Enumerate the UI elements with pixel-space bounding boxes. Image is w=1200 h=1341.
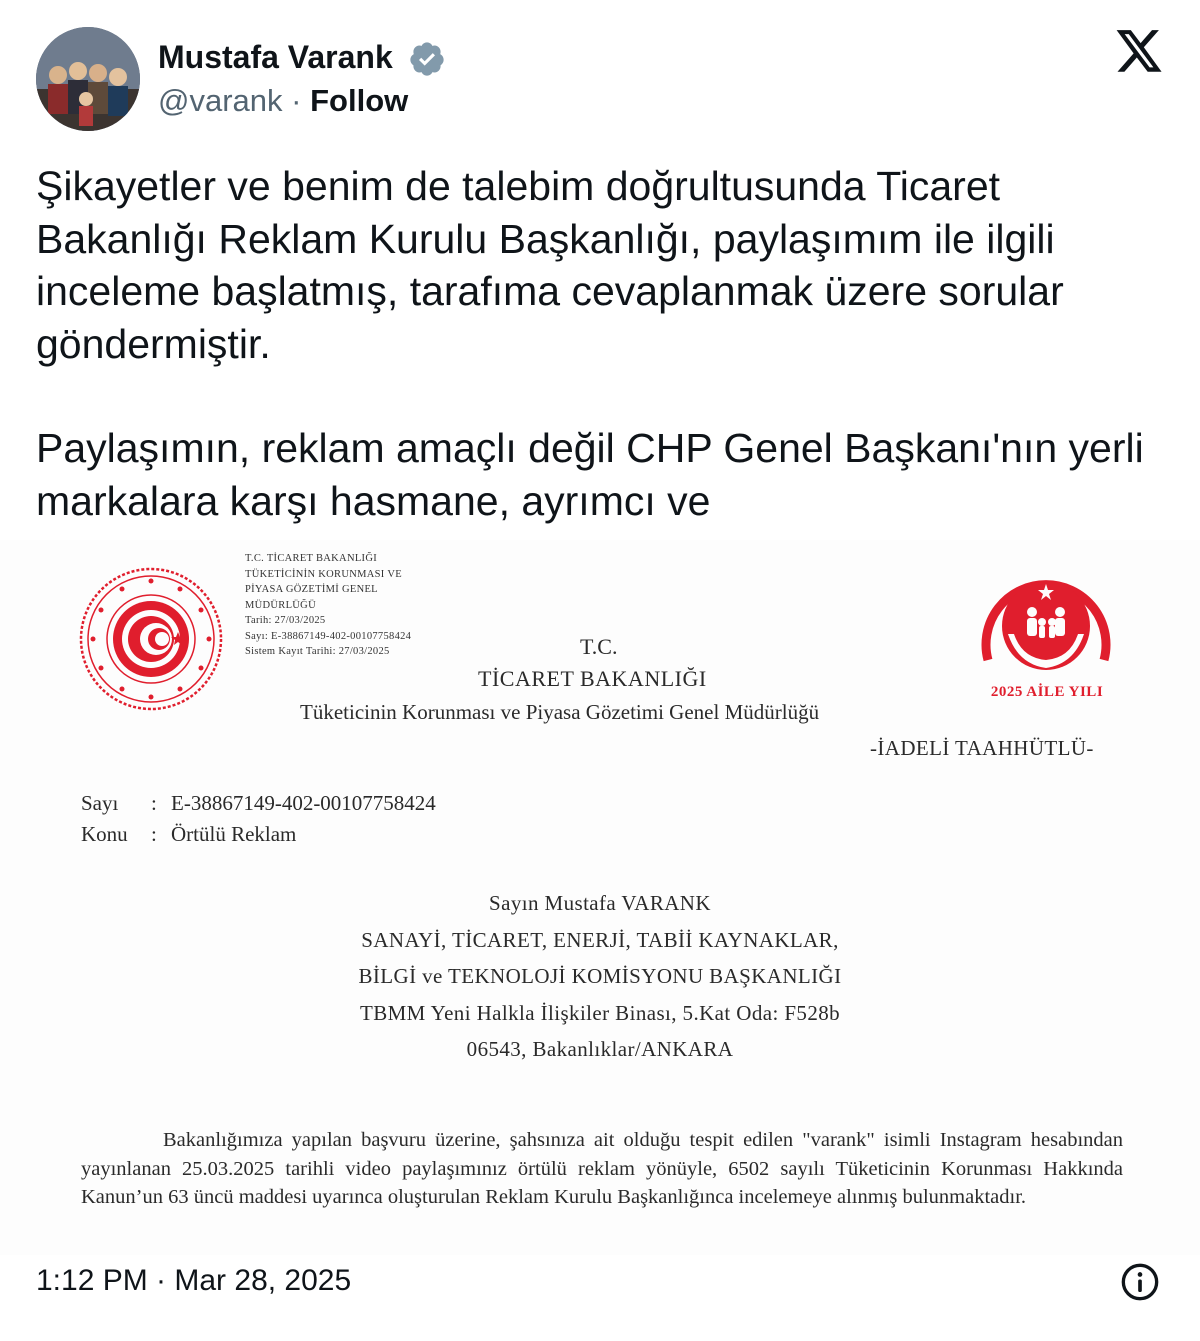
number-value: E-38867149-402-00107758424 — [171, 791, 436, 815]
author-handle[interactable]: @varank — [158, 83, 283, 118]
info-icon[interactable] — [1120, 1262, 1160, 1302]
document-subject-row — [81, 822, 296, 847]
attached-document-image[interactable] — [0, 540, 1200, 1255]
subject-value: Örtülü Reklam — [171, 822, 297, 846]
handle-line — [158, 82, 408, 120]
document-directorate: Tüketicinin Korunması ve Piyasa Gözetimi Genel Müdürlüğü — [300, 700, 820, 724]
subject-label: Konu — [81, 822, 128, 846]
family-year-label: 2025 AİLE YILI — [990, 684, 1104, 700]
sender-system-date: Sistem Kayıt Tarihi: 27/03/2025 — [245, 646, 390, 657]
family-year-logo-icon — [978, 564, 1114, 682]
addressee-line: Sayın Mustafa VARANK — [489, 891, 711, 915]
addressee-line: TBMM Yeni Halkla İlişkiler Binası, 5.Kat Oda: F528b — [359, 1000, 841, 1025]
tweet-text — [36, 160, 1166, 527]
sender-date: Tarih: 27/03/2025 — [245, 615, 326, 626]
addressee-line: SANAYİ, TİCARET, ENERJİ, TABİİ KAYNAKLAR, — [361, 927, 839, 952]
follow-button[interactable]: Follow — [310, 83, 409, 118]
verified-badge-icon — [408, 40, 446, 78]
tweet-paragraph: Şikayetler ve benim de talebim doğrultusunda Ticaret Bakanlığı Reklam Kurulu Başkanlığı, paylaşımım ile ilgili inceleme başlatmış, tarafıma cevaplanmak üzere sorular göndermiştir. — [36, 163, 1064, 367]
registered-mail-label: -İADELİ TAAHHÜTLÜ- — [870, 736, 1094, 760]
addressee-line: 06543, Bakanlıklar/ANKARA — [466, 1037, 734, 1061]
document-body-paragraph: Bakanlığımıza yapılan başvuru üzerine, şahsınıza ait olduğu tespit edilen "varank" isimli Instagram hesabından yayınlanan 25.03.2025 tarihli video paylaşımınız örtülü reklam yönüyle, 6502 sayılı Tüketicinin Korunması Hakkında Kanun’un 63 üncü maddesi uyarınca oluşturulan Reklam Kurulu Başkanlığınca incelemeye alınmış bulunmaktadır. — [81, 1129, 1123, 1208]
document-number-row — [81, 791, 436, 816]
subject-colon: : — [151, 822, 157, 846]
addressee-line: BİLGİ ve TEKNOLOJİ KOMİSYONU BAŞKANLIĞI — [358, 964, 842, 988]
number-label: Sayı — [81, 791, 119, 815]
x-logo-icon[interactable] — [1114, 30, 1164, 76]
separator: · — [291, 83, 302, 118]
number-colon: : — [151, 791, 157, 815]
author-name[interactable]: Mustafa Varank — [158, 39, 393, 75]
tweet-timestamp[interactable]: 1:12 PM · Mar 28, 2025 — [36, 1264, 352, 1297]
ministry-seal-icon — [78, 566, 224, 712]
document-tc: T.C. — [580, 634, 618, 659]
author-avatar[interactable] — [36, 27, 140, 131]
document-addressee — [300, 885, 900, 1068]
sender-line: PİYASA GÖZETİMİ GENEL — [245, 584, 378, 595]
sender-line: T.C. TİCARET BAKANLIĞI — [245, 553, 378, 564]
sender-line: MÜDÜRLÜĞÜ — [245, 599, 316, 611]
sender-number: Sayı: E-38867149-402-00107758424 — [245, 630, 412, 642]
avatar-photo-icon — [36, 27, 140, 131]
tweet-paragraph: Paylaşımın, reklam amaçlı değil CHP Genel Başkanı'nın yerli markalara karşı hasmane, ayrımcı ve — [36, 425, 1144, 524]
sender-line: TÜKETİCİNİN KORUNMASI VE — [245, 568, 402, 580]
document-ministry-name: TİCARET BAKANLIĞI — [478, 666, 707, 691]
document-sender-header — [245, 551, 411, 660]
